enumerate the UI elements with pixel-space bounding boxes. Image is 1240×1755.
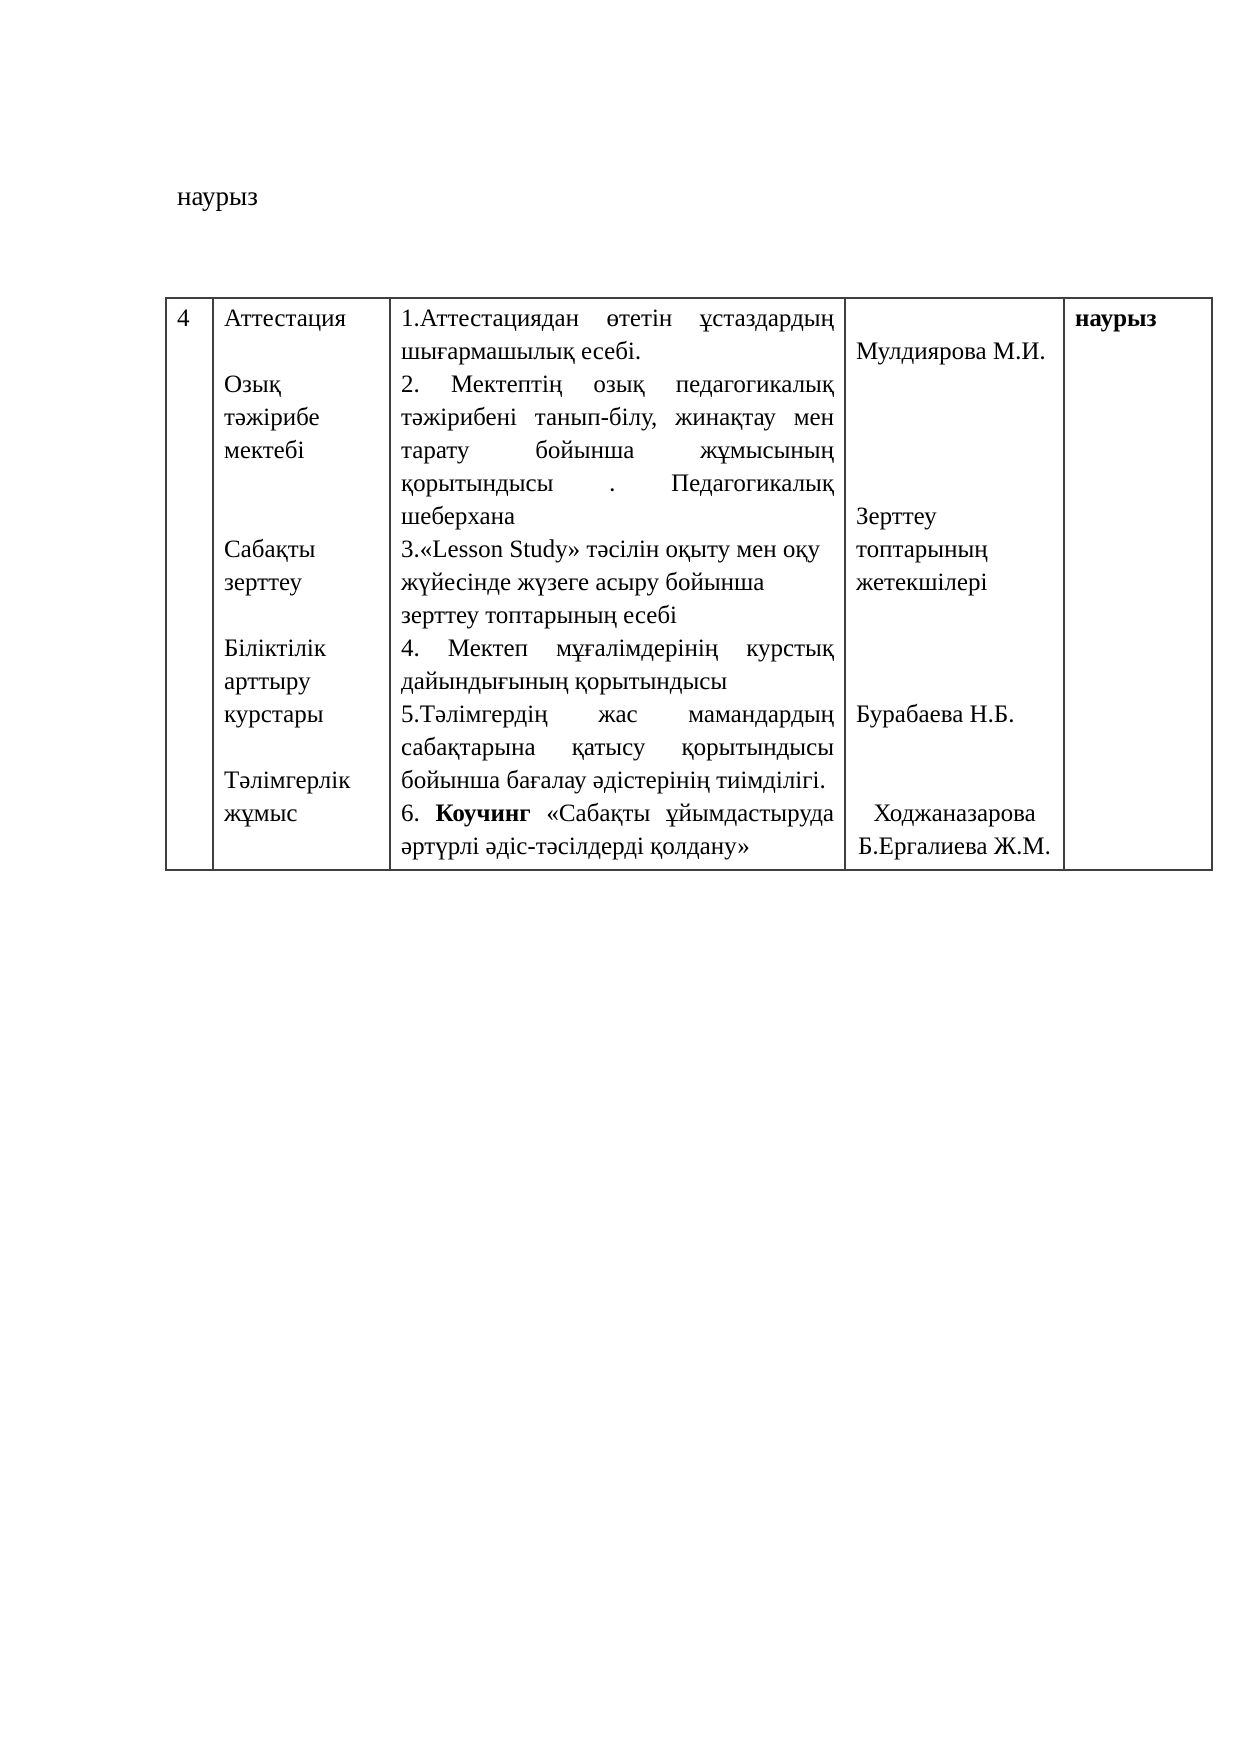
spacer	[856, 302, 1053, 335]
cell-responsible	[845, 298, 1064, 870]
cell-date	[1064, 298, 1212, 870]
task-item-4: 4. Мектеп мұғалімдерінің курстық дайындығының қорытындысы	[401, 635, 834, 695]
task-item-3: 3.«Lesson Study» тәсілін оқыту мен оқу жүйесінде жүзеге асыру бойынша зерттеу топтарының есебі	[401, 536, 821, 629]
task-6-coaching-label: Коучинг	[435, 800, 531, 827]
responsible-muldiyarova: Мулдиярова М.И.	[856, 338, 1046, 365]
responsible-research-group-leaders: Зерттеу топтарының жетекшілері	[856, 503, 988, 596]
page-top-month-label: наурыз	[177, 181, 258, 211]
spacer	[224, 467, 379, 533]
spacer	[856, 731, 1053, 797]
task-item-5: 5.Тәлімгердің жас мамандардың сабақтарына қатысу қорытындысы бойынша бағалау әдістерінің тиімділігі.	[401, 701, 834, 794]
spacer	[856, 368, 1053, 500]
cell-row-number	[166, 298, 213, 870]
direction-best-practice-school: Озық тәжірибе мектебі	[224, 371, 320, 464]
task-item-2: 2. Мектептің озық педагогикалық тәжірибені танып-білу, жинақтау мен тарату бойынша жұмысының қорытындысы . Педагогикалық шеберхана	[401, 371, 834, 530]
row-number: 4	[177, 305, 190, 332]
plan-table	[165, 297, 1213, 871]
direction-mentoring: Тәлімгерлік жұмыс	[224, 767, 351, 827]
task-item-1: 1.Аттестациядан өтетін ұстаздардың шығармашылық есебі.	[401, 305, 834, 365]
direction-qualification-courses: Біліктілік арттыру курстары	[224, 635, 326, 728]
spacer	[224, 335, 379, 368]
responsible-khodzhanazarova-ergalieva: Ходжаназарова Б.Ергалиева Ж.М.	[858, 800, 1051, 860]
date-month-label: наурыз	[1075, 305, 1157, 332]
responsible-burabaeva: Бурабаева Н.Б.	[856, 701, 1015, 728]
task-item-6	[401, 797, 834, 863]
spacer	[856, 599, 1053, 698]
spacer	[224, 731, 379, 764]
cell-directions	[213, 298, 390, 870]
cell-tasks	[390, 298, 845, 870]
task-6-topic: «Сабақты ұйымдастыруда әртүрлі әдіс-тәсілдерді қолдану»	[401, 800, 835, 860]
direction-attestation: Аттестация	[224, 305, 347, 332]
task-6-number: 6.	[401, 800, 420, 827]
spacer	[224, 599, 379, 632]
direction-lesson-study: Сабақты зерттеу	[224, 536, 316, 596]
table-row	[166, 298, 1212, 870]
